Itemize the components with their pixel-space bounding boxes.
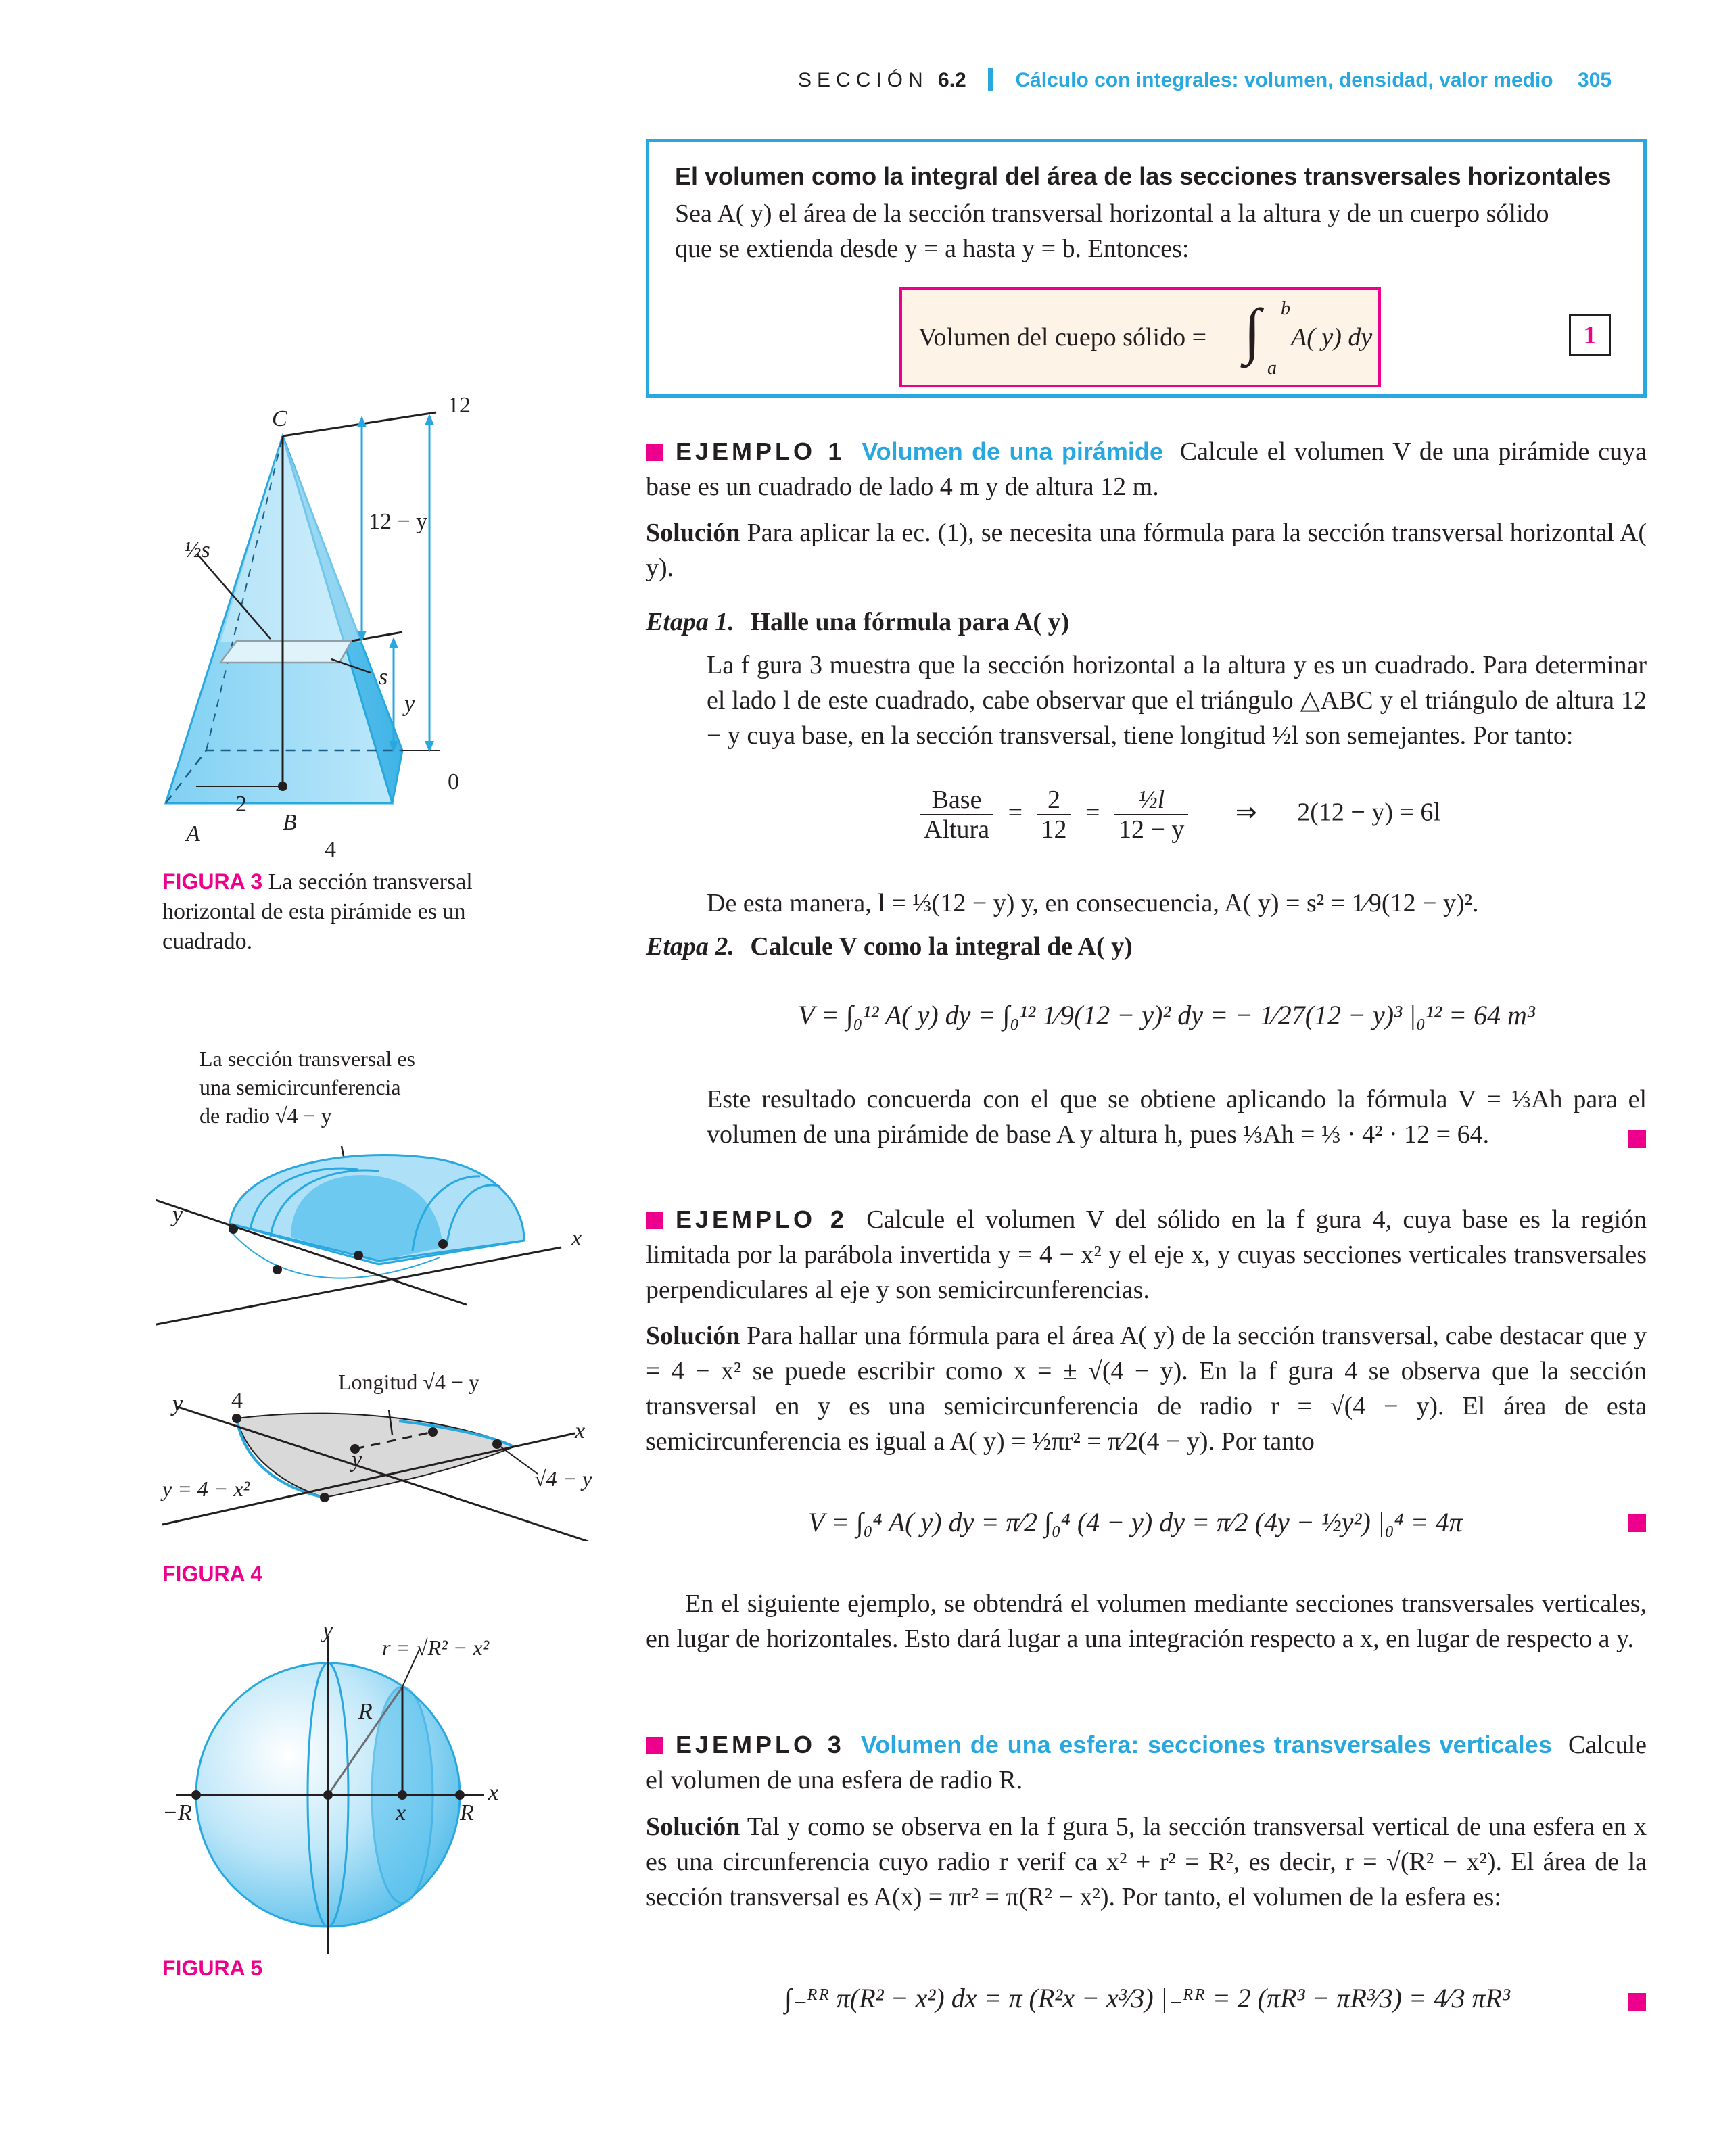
section-title: Cálculo con integrales: volumen, densidad, valor medio	[1015, 69, 1553, 91]
figure-4-x-label: x	[571, 1226, 582, 1251]
label-A: A	[186, 821, 200, 846]
example-2-volume-formula: V = ∫₀⁴ A( y) dy = π⁄2 ∫₀⁴ (4 − y) dy = π⁄2 (4y − ½y²) |₀⁴ = 4π	[808, 1507, 1463, 1537]
end-of-example-3-marker	[1628, 1993, 1646, 2011]
equation-number: 1	[1569, 314, 1611, 356]
label-0: 0	[448, 769, 459, 794]
similar-triangles-ratio: $\frac{\text{Base}}{\text{Altura}}$ = $\frac{2}{12}$ = $\frac{\text{½l}}{12 - y}$ ⇒ 2(12 − y) = 6l	[920, 786, 1440, 860]
ratio-frac-1: $\frac{\text{Base}}{\text{Altura}}$	[920, 786, 993, 844]
definition-box	[646, 139, 1647, 398]
figure-5-r-label: r = √R² − x²	[382, 1635, 490, 1660]
figure-5-y-label: y	[323, 1618, 333, 1643]
step-1-after: De esta manera, l = ⅓(12 − y) y, en consecuencia, A( y) = s² = 1⁄9(12 − y)².	[707, 889, 1479, 917]
example-3-volume-formula: ∫₋ᴿᴿ π(R² − x²) dx = π (R²x − x³⁄3) |₋ᴿᴿ = 2 (πR³ − πR³⁄3) = 4⁄3 πR³	[784, 1983, 1511, 2013]
formula-box	[899, 287, 1381, 387]
running-header	[798, 68, 1657, 101]
label-C: C	[272, 406, 287, 431]
example-3-text: Calcule el volumen de una esfera de radio R.	[646, 1731, 1647, 1794]
figure-4-sqrt-label: √4 − y	[534, 1466, 592, 1491]
figure-5-caption: FIGURA 5	[162, 1956, 263, 1980]
example-marker	[646, 1737, 663, 1754]
label-12: 12	[448, 393, 471, 418]
label-2: 2	[235, 792, 247, 817]
example-1-statement	[646, 434, 1647, 504]
figure-4-base-mid-y-label: y	[352, 1447, 362, 1472]
example-2-text: Calcule el volumen V del sólido en la f gura 4, cuya base es la región limitada por la parábola invertida y = 4 − x² y el eje x, y cuyas secciones verticales transversales perpendiculares al eje y son semicircunferencias.	[646, 1205, 1647, 1304]
example-2-label: EJEMPLO 2	[676, 1205, 847, 1233]
step-2-label: Etapa 2.	[646, 932, 734, 961]
figure-5-R-label: R	[358, 1699, 373, 1724]
step-2-title: Calcule V como la integral de A( y)	[750, 932, 1133, 961]
example-2-solution	[646, 1318, 1647, 1459]
figure-5-x-label: x	[488, 1780, 499, 1805]
figure-5-R-point-label: R	[460, 1800, 474, 1825]
figure-5-x-point-label: x	[396, 1800, 406, 1825]
figure-4-y-label: y	[172, 1202, 183, 1227]
step-1-title: Halle una fórmula para A( y)	[750, 608, 1070, 636]
section-word: SECCIÓN	[798, 69, 928, 91]
formula-label: Volumen del cuepo sólido =	[918, 323, 1207, 352]
integral-upper: b	[1281, 298, 1290, 319]
header-divider	[988, 68, 993, 91]
integral-lower: a	[1267, 358, 1277, 379]
figure-5-sphere	[156, 1623, 561, 1961]
section-number: 6.2	[938, 69, 966, 91]
step-1-text: La f gura 3 muestra que la sección horizontal a la altura y es un cuadrado. Para determinar el lado l de este cuadrado, cabe observar que el triángulo △ABC y el triángulo de altura 12 − y cuya base, en la sección transversal, tiene longitud ½l son semejantes. Por tanto:	[707, 651, 1647, 750]
label-12-minus-y: 12 − y	[369, 509, 428, 534]
box-line-1: Sea A( y) el área de la sección transversal horizontal a la altura y de un cuerpo sólido	[675, 199, 1549, 228]
example-1-label: EJEMPLO 1	[676, 437, 845, 465]
example-3-label: EJEMPLO 3	[676, 1731, 845, 1758]
page-number: 305	[1577, 69, 1612, 91]
step-1-heading	[646, 607, 1069, 637]
solution-text: Tal y como se observa en la f gura 5, la sección transversal vertical de una esfera en x es una circunferencia cuyo radio r verif ca x² + r² = R², es decir, r = √(R² − x²). El área de la sección transversal es A(x) = πr² = π(R² − x²). Por tanto, el volumen de la esfera es:	[646, 1813, 1647, 1911]
label-y: y	[404, 692, 415, 717]
figure-4-length-label: Longitud √4 − y	[338, 1370, 479, 1394]
figure-4-caption: FIGURA 4	[162, 1562, 263, 1586]
figure-3-text: La sección transversal horizontal de esta pirámide es un cuadrado.	[162, 869, 473, 954]
ratio-frac-2: $\frac{2}{12}$	[1037, 786, 1071, 844]
solution-label: Solución	[646, 1813, 740, 1841]
example-marker	[646, 444, 663, 461]
figure-4-note: La sección transversal es una semicircunferencia de radio √4 − y	[199, 1047, 415, 1128]
example-marker	[646, 1212, 663, 1229]
figure-4-base-x-label: x	[575, 1418, 586, 1443]
solution-text: Para aplicar la ec. (1), se necesita una fórmula para la sección transversal horizontal A( y).	[646, 519, 1647, 582]
end-of-example-2-marker	[1628, 1514, 1646, 1532]
example-1-solution	[646, 515, 1647, 585]
figure-4-curve-label: y = 4 − x²	[162, 1477, 250, 1501]
figure-4-base-y-label: y	[172, 1391, 183, 1416]
example-3-title: Volumen de una esfera: secciones transversales verticales	[860, 1731, 1552, 1758]
label-half-s: ½s	[184, 537, 210, 562]
label-s: s	[379, 665, 388, 690]
example-3-statement	[646, 1727, 1647, 1798]
figure-3-label: FIGURA 3	[162, 869, 263, 894]
box-title: El volumen como la integral del área de las secciones transversales horizontales	[675, 162, 1612, 190]
transition-paragraph: En el siguiente ejemplo, se obtendrá el volumen mediante secciones transversales verticales, en lugar de horizontales. Esto dará lugar a una integración respecto a x, en lugar de respecto a y.	[646, 1589, 1647, 1653]
example-2-statement	[646, 1202, 1647, 1308]
figure-4-base-4-label: 4	[231, 1388, 243, 1413]
end-of-example-1-marker	[1628, 1130, 1646, 1148]
box-line-2: que se extienda desde y = a hasta y = b. Entonces:	[675, 235, 1190, 263]
step-1-label: Etapa 1.	[646, 608, 734, 636]
label-4: 4	[325, 837, 336, 862]
figure-3-caption	[162, 867, 514, 957]
example-3-solution	[646, 1809, 1647, 1915]
example-1-text: Calcule el volumen V de una pirámide cuya base es un cuadrado de lado 4 m y de altura 12 m.	[646, 437, 1647, 501]
label-B: B	[283, 810, 297, 835]
figure-3-pyramid	[156, 385, 534, 859]
ratio-result: 2(12 − y) = 6l	[1297, 798, 1440, 827]
formula-body: A( y) dy	[1291, 323, 1373, 352]
solution-label: Solución	[646, 519, 740, 547]
figure-5-neg-R-label: −R	[162, 1800, 192, 1825]
example-1-title: Volumen de una pirámide	[862, 437, 1163, 465]
example-1-volume-formula: V = ∫₀¹² A( y) dy = ∫₀¹² 1⁄9(12 − y)² dy = − 1⁄27(12 − y)³ |₀¹² = 64 m³	[798, 1000, 1535, 1030]
step-2-heading	[646, 932, 1133, 961]
integral-sign: ∫	[1244, 296, 1261, 365]
solution-label: Solución	[646, 1322, 740, 1350]
solution-text: Para hallar una fórmula para el área A( y) de la sección transversal, cabe destacar que y = 4 − x² se puede escribir como x = ± √(4 − y). En la f gura 4 se observa que la sección transversal en y es una semicircunferencia de radio r = √(4 − y). El área de esta semicircunferencia es igual a A( y) = ½πr² = π⁄2(4 − y). Por tanto	[646, 1322, 1647, 1456]
example-1-conclusion: Este resultado concuerda con el que se obtiene aplicando la fórmula V = ⅓Ah para el volumen de una pirámide de base A y altura h, pues ⅓Ah = ⅓ · 4² · 12 = 64.	[707, 1085, 1647, 1149]
ratio-frac-3: $\frac{\text{½l}}{12 - y}$	[1114, 786, 1188, 844]
